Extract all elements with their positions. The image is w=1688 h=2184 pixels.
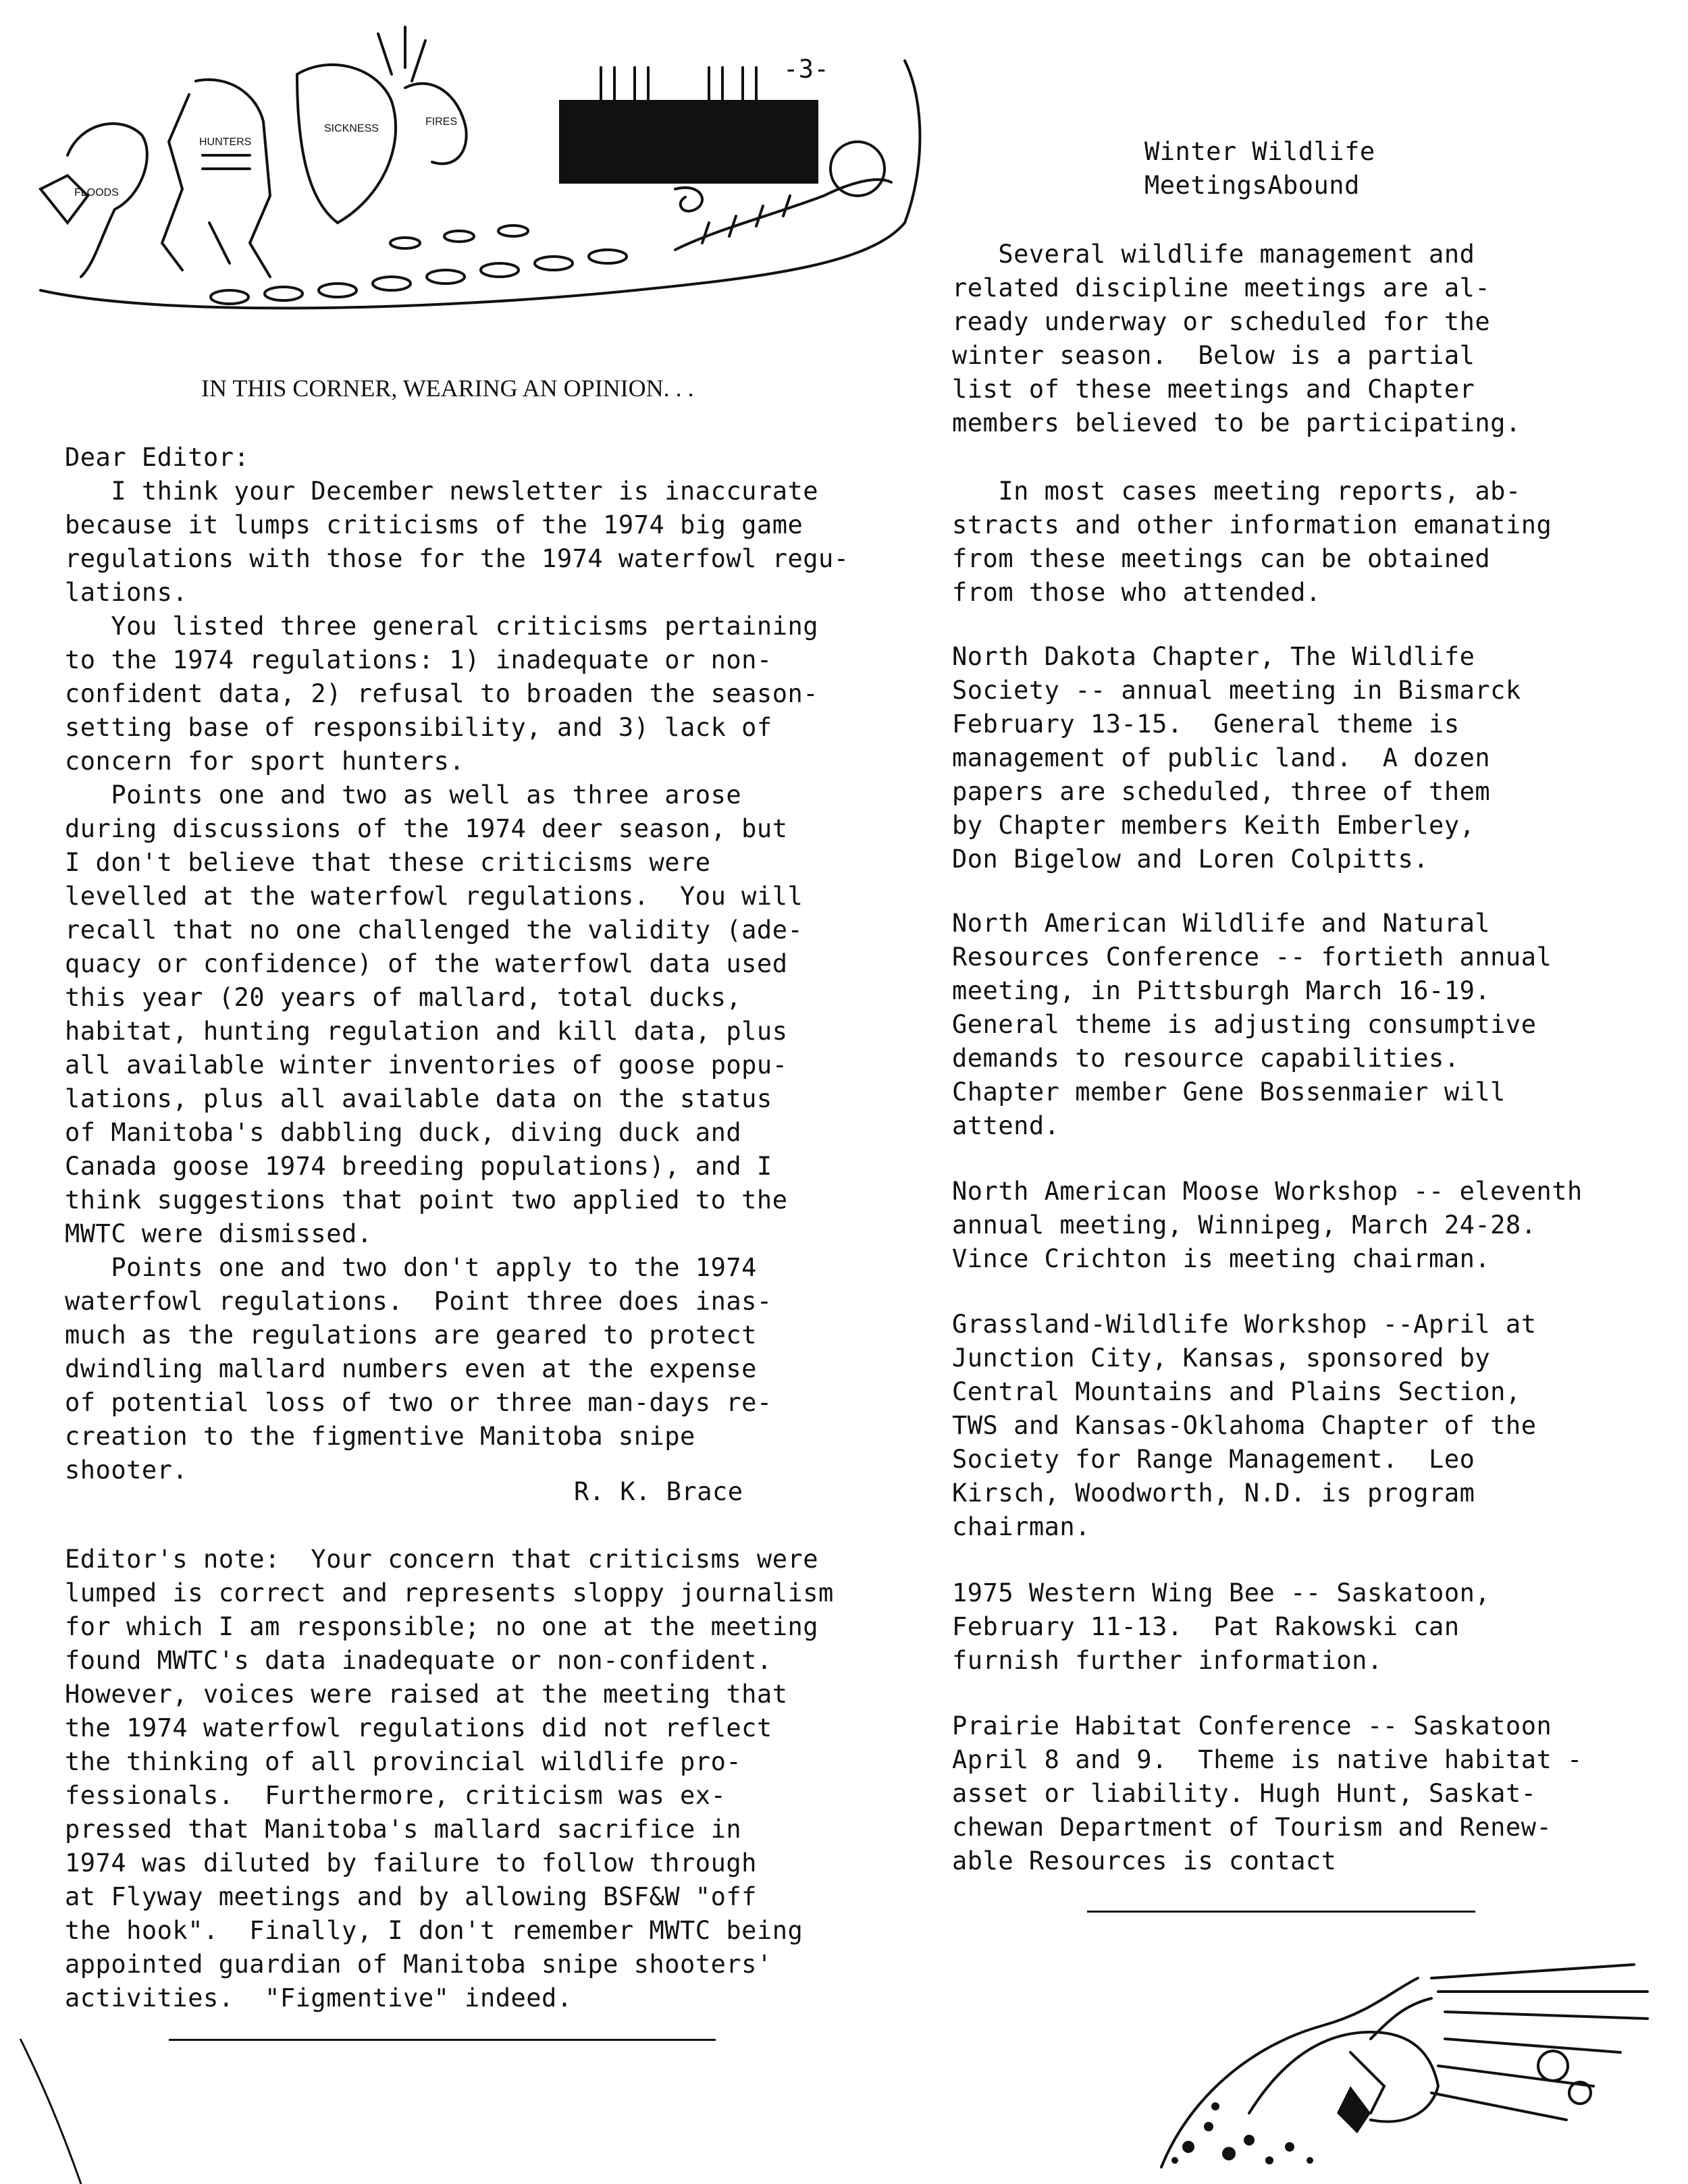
text-line: confident data, 2) refusal to broaden the season-	[65, 679, 819, 708]
text-line: In most cases meeting reports, ab-	[952, 477, 1521, 506]
text-line: Canada goose 1974 breeding populations), and I	[65, 1152, 772, 1181]
cartoon-label-hunters: HUNTERS	[199, 136, 252, 148]
text-line: April 8 and 9. Theme is native habitat -	[952, 1745, 1583, 1774]
text-line: Society for Range Management. Leo	[952, 1445, 1475, 1474]
text-line: However, voices were raised at the meeting that	[65, 1680, 788, 1709]
text-line: during discussions of the 1974 deer season, but	[65, 814, 788, 843]
text-line: February 13-15. General theme is	[952, 710, 1460, 739]
text-line: shooter.	[65, 1456, 188, 1485]
letter-salutation: Dear Editor:	[65, 443, 250, 472]
text-line: appointed guardian of Manitoba snipe shooters'	[65, 1950, 772, 1979]
text-line: chewan Department of Tourism and Renew-	[952, 1813, 1552, 1842]
text-line: Vince Crichton is meeting chairman.	[952, 1244, 1491, 1273]
text-line: activities. "Figmentive" indeed.	[65, 1983, 573, 2013]
text-line: creation to the figmentive Manitoba snipe	[65, 1422, 695, 1451]
meeting-entry	[952, 907, 1681, 1143]
editors-note	[65, 1543, 943, 2015]
text-line: stracts and other information emanating	[952, 510, 1552, 539]
cartoon-label-sickness: SICKNESS	[324, 123, 379, 134]
article-title-line1: Winter Wildlife	[1144, 137, 1375, 166]
text-line: management of public land. A dozen	[952, 743, 1491, 772]
text-line: dwindling mallard numbers even at the expense	[65, 1354, 757, 1383]
text-line: Several wildlife management and	[952, 240, 1475, 269]
text-line: Junction City, Kansas, sponsored by	[952, 1343, 1491, 1373]
text-line: Editor's note: Your concern that criticisms were	[65, 1545, 819, 1574]
text-line: North Dakota Chapter, The Wildlife	[952, 642, 1475, 671]
text-line: regulations with those for the 1974 waterfowl regu-	[65, 544, 849, 573]
text-line: this year (20 years of mallard, total ducks,	[65, 983, 742, 1012]
article-title-line2: MeetingsAbound	[1144, 171, 1360, 200]
right-divider	[1087, 1911, 1475, 1913]
text-line: annual meeting, Winnipeg, March 24-28.	[952, 1210, 1537, 1240]
text-line: Society -- annual meeting in Bismarck	[952, 676, 1521, 705]
text-line: North American Wildlife and Natural	[952, 909, 1491, 938]
text-line: levelled at the waterfowl regulations. You will	[65, 882, 803, 911]
article-intro-2	[952, 475, 1681, 610]
text-line: Kirsch, Woodworth, N.D. is program	[952, 1479, 1475, 1508]
meeting-entry	[952, 1576, 1681, 1678]
text-line: I think your December newsletter is inaccurate	[65, 477, 819, 506]
text-line: habitat, hunting regulation and kill data, plus	[65, 1017, 788, 1046]
text-line: related discipline meetings are al-	[952, 273, 1491, 302]
text-line: meeting, in Pittsburgh March 16-19.	[952, 976, 1491, 1005]
text-line: the thinking of all provincial wildlife pro-	[65, 1747, 742, 1776]
meeting-entry	[952, 1709, 1681, 1878]
text-line: by Chapter members Keith Emberley,	[952, 811, 1475, 840]
meeting-entry	[952, 1175, 1681, 1276]
text-line: able Resources is contact	[952, 1846, 1337, 1875]
text-line: papers are scheduled, three of them	[952, 777, 1491, 806]
text-line: winter season. Below is a partial	[952, 341, 1475, 370]
left-divider	[169, 2039, 716, 2041]
text-line: concern for sport hunters.	[65, 747, 465, 776]
page-number: -3-	[783, 55, 830, 84]
meeting-entry	[952, 640, 1681, 876]
text-line: members believed to be participating.	[952, 408, 1521, 437]
text-line: lations.	[65, 578, 188, 607]
text-line: You listed three general criticisms pertaining	[65, 612, 819, 641]
text-line: quacy or confidence) of the waterfowl data used	[65, 949, 788, 978]
text-line: the 1974 waterfowl regulations did not reflect	[65, 1713, 772, 1742]
cartoon-illustration-bottom	[1148, 1951, 1661, 2174]
text-line: I don't believe that these criticisms were	[65, 848, 711, 877]
text-line: ready underway or scheduled for the	[952, 307, 1491, 336]
text-line: to the 1974 regulations: 1) inadequate or non-	[65, 645, 772, 674]
text-line: recall that no one challenged the validity (ade-	[65, 915, 803, 944]
text-line: General theme is adjusting consumptive	[952, 1010, 1537, 1039]
text-line: for which I am responsible; no one at the meeting	[65, 1612, 819, 1641]
text-line: from these meetings can be obtained	[952, 544, 1491, 573]
text-line: fessionals. Furthermore, criticism was ex-	[65, 1781, 727, 1810]
text-line: Chapter member Gene Bossenmaier will	[952, 1077, 1506, 1107]
text-line: MWTC were dismissed.	[65, 1219, 373, 1248]
text-line: think suggestions that point two applied to the	[65, 1186, 788, 1215]
text-line: Prairie Habitat Conference -- Saskatoon	[952, 1711, 1552, 1740]
text-line: attend.	[952, 1111, 1060, 1140]
cartoon-label-fires: FIRES	[425, 116, 458, 128]
text-line: waterfowl regulations. Point three does inas-	[65, 1287, 772, 1316]
letter-signature: R. K. Brace	[574, 1477, 743, 1506]
text-line: furnish further information.	[952, 1646, 1383, 1675]
meeting-entry	[952, 1308, 1681, 1544]
text-line: North American Moose Workshop -- eleventh	[952, 1177, 1583, 1206]
margin-mark	[14, 2039, 95, 2184]
text-line: 1975 Western Wing Bee -- Saskatoon,	[952, 1578, 1491, 1607]
text-line: all available winter inventories of goose popu-	[65, 1050, 788, 1080]
text-line: February 11-13. Pat Rakowski can	[952, 1612, 1460, 1641]
text-line: from those who attended.	[952, 578, 1321, 607]
text-line: the hook". Finally, I don't remember MWTC being	[65, 1916, 803, 1945]
text-line: Grassland-Wildlife Workshop --April at	[952, 1310, 1537, 1339]
text-line: found MWTC's data inadequate or non-confident.	[65, 1646, 772, 1675]
text-line: Points one and two as well as three arose	[65, 780, 742, 809]
text-line: much as the regulations are geared to protect	[65, 1321, 757, 1350]
text-line: Resources Conference -- fortieth annual	[952, 942, 1552, 971]
opinion-heading: IN THIS CORNER, WEARING AN OPINION. . .	[201, 375, 694, 402]
text-line: of Manitoba's dabbling duck, diving duck and	[65, 1118, 742, 1147]
text-line: lumped is correct and represents sloppy journalism	[65, 1578, 834, 1607]
text-line: TWS and Kansas-Oklahoma Chapter of the	[952, 1411, 1537, 1440]
cartoon-label-floods: FLOODS	[74, 187, 119, 198]
text-line: Points one and two don't apply to the 1974	[65, 1253, 757, 1282]
article-intro	[952, 238, 1681, 440]
text-line: Central Mountains and Plains Section,	[952, 1377, 1521, 1406]
text-line: asset or liability. Hugh Hunt, Saskat-	[952, 1779, 1537, 1808]
text-line: of potential loss of two or three man-days re-	[65, 1388, 772, 1417]
text-line: list of these meetings and Chapter	[952, 375, 1475, 404]
text-line: because it lumps criticisms of the 1974 big game	[65, 510, 803, 539]
text-line: at Flyway meetings and by allowing BSF&W "off	[65, 1882, 757, 1911]
letter-body	[65, 475, 943, 1487]
text-line: pressed that Manitoba's mallard sacrifice in	[65, 1815, 742, 1844]
text-line: 1974 was diluted by failure to follow through	[65, 1848, 757, 1877]
text-line: Don Bigelow and Loren Colpitts.	[952, 845, 1429, 874]
text-line: setting base of responsibility, and 3) lack of	[65, 713, 772, 742]
text-line: demands to resource capabilities.	[952, 1044, 1460, 1073]
text-line: chairman.	[952, 1512, 1090, 1541]
text-line: lations, plus all available data on the status	[65, 1084, 772, 1113]
